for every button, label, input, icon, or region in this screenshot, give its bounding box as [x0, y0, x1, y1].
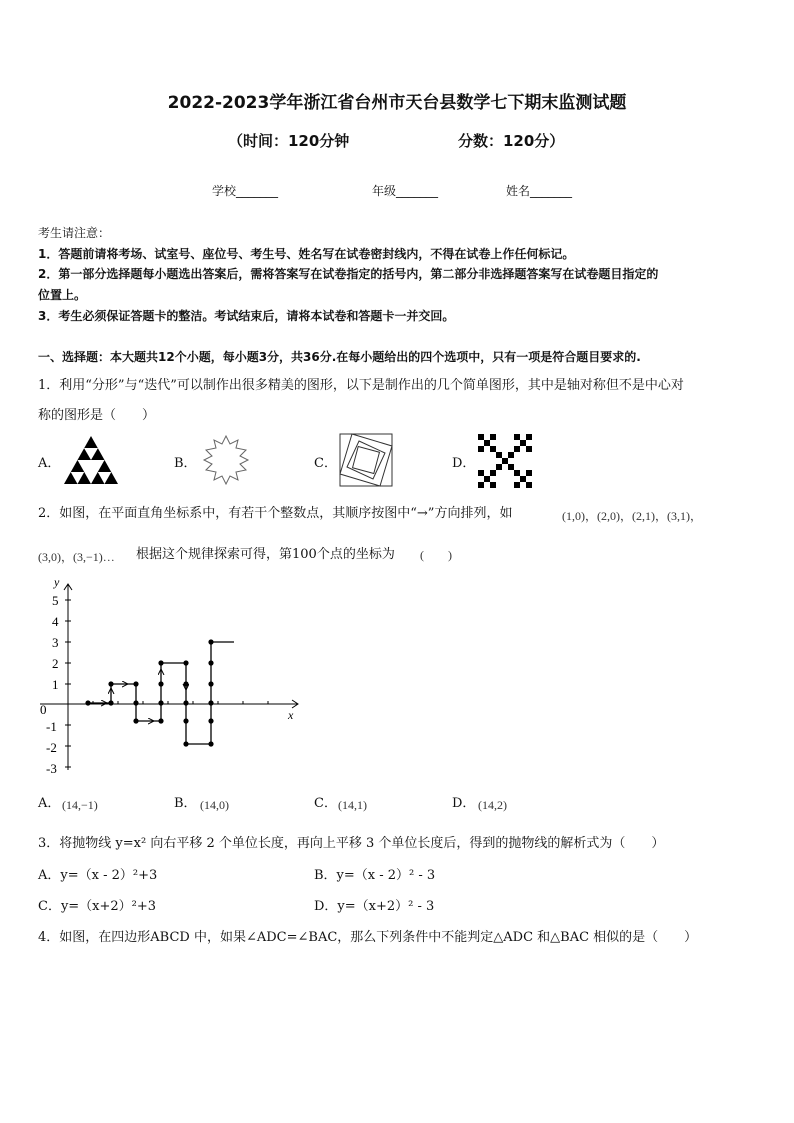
exam-score: 分数：120分） [458, 132, 565, 150]
notice-item-3: 3．考生必须保证答题卡的整洁。考试结束后，请将本试卷和答题卡一并交回。 [38, 309, 455, 323]
q3-option-a[interactable]: A．y=（x - 2）²+3 [38, 868, 158, 883]
q2-option-c-label[interactable]: C． [314, 796, 337, 811]
nested-squares-figure [338, 432, 394, 488]
q1-option-c-label[interactable]: C． [314, 456, 337, 471]
notice-item-2: 2．第一部分选择题每小题选出答案后，需将答案写在试卷指定的括号内，第二部分非选择题答案写在试卷题目指定的 [38, 267, 659, 281]
notice-item-1: 1．答题前请将考场、试室号、座位号、考生号、姓名写在试卷密封线内，不得在试卷上作任何标记。 [38, 247, 575, 261]
q1-stem-line2: 称的图形是（ ） [38, 408, 156, 423]
origin-label: 0 [40, 702, 47, 717]
q2-option-b-label[interactable]: B． [174, 796, 197, 811]
section-heading: 一、选择题：本大题共12个小题，每小题3分，共36分.在每小题给出的四个选项中，只有一项是符合题目要求的. [38, 350, 641, 364]
grade-field[interactable]: 年级_______ [372, 184, 439, 198]
q2-option-c-value: (14,1) [338, 798, 367, 812]
lattice-points [85, 639, 213, 746]
q1-stem-line1: 1．利用“分形”与“迭代”可以制作出很多精美的图形，以下是制作出的几个简单图形，其中是轴对称但不是中心对 [38, 378, 684, 393]
y-tick-label: -1 [46, 719, 57, 734]
q2-option-a-value: (14,−1) [62, 798, 98, 812]
y-tick-label: 4 [52, 614, 59, 629]
q2-stem-line1: 2．如图，在平面直角坐标系中，有若干个整数点，其顺序按图中“→”方向排列，如 [38, 506, 513, 521]
q1-option-d-label[interactable]: D． [452, 456, 476, 471]
q2-coords-2: (3,0)，(3,−1)… [38, 550, 115, 564]
q2-coordinate-graph [30, 570, 310, 782]
q2-option-a-label[interactable]: A． [38, 796, 61, 811]
x-axis-label: x [288, 708, 294, 722]
notice-heading: 考生请注意： [38, 226, 111, 240]
page-title: 2022-2023学年浙江省台州市天台县数学七下期末监测试题 [167, 93, 627, 113]
q2-option-b-value: (14,0) [200, 798, 229, 812]
q3-stem: 3．将抛物线 y=x² 向右平移 2 个单位长度，再向上平移 3 个单位长度后，得到的抛物线的解析式为（ ） [38, 836, 665, 851]
y-tick-label: -3 [46, 761, 57, 776]
y-axis-label: y [54, 575, 60, 589]
q3-option-d[interactable]: D．y=（x+2）² - 3 [314, 899, 435, 914]
exam-time: （时间：120分钟 [228, 132, 350, 150]
notice-item-2-cont: 位置上。 [38, 288, 87, 302]
q2-answer-paren: ( ) [420, 548, 452, 562]
y-tick-label: 2 [52, 656, 59, 671]
sierpinski-triangle-figure [62, 434, 120, 486]
q1-option-a-label[interactable]: A． [38, 456, 61, 471]
y-tick-label: 1 [52, 677, 59, 692]
q2-stem-line2: 根据这个规律探索可得，第100个点的坐标为 [136, 547, 395, 562]
q2-option-d-value: (14,2) [478, 798, 507, 812]
q2-coords-1: (1,0)，(2,0)，(2,1)，(3,1)， [562, 509, 702, 523]
name-field[interactable]: 姓名_______ [506, 184, 573, 198]
y-tick-label: -2 [46, 740, 57, 755]
y-tick-label: 3 [52, 635, 59, 650]
vicsek-fractal-figure [478, 434, 532, 488]
spiral-path [88, 642, 234, 744]
koch-snowflake-figure [200, 434, 252, 486]
q4-stem: 4．如图，在四边形ABCD 中，如果∠ADC=∠BAC，那么下列条件中不能判定△ADC 和△BAC 相似的是（ ） [38, 930, 698, 945]
y-tick-label: 5 [52, 593, 59, 608]
school-field[interactable]: 学校_______ [212, 184, 279, 198]
q3-option-c[interactable]: C．y=（x+2）²+3 [38, 899, 157, 914]
q2-option-d-label[interactable]: D． [452, 796, 476, 811]
q3-option-b[interactable]: B．y=（x - 2）² - 3 [314, 868, 436, 883]
q1-option-b-label[interactable]: B． [174, 456, 197, 471]
